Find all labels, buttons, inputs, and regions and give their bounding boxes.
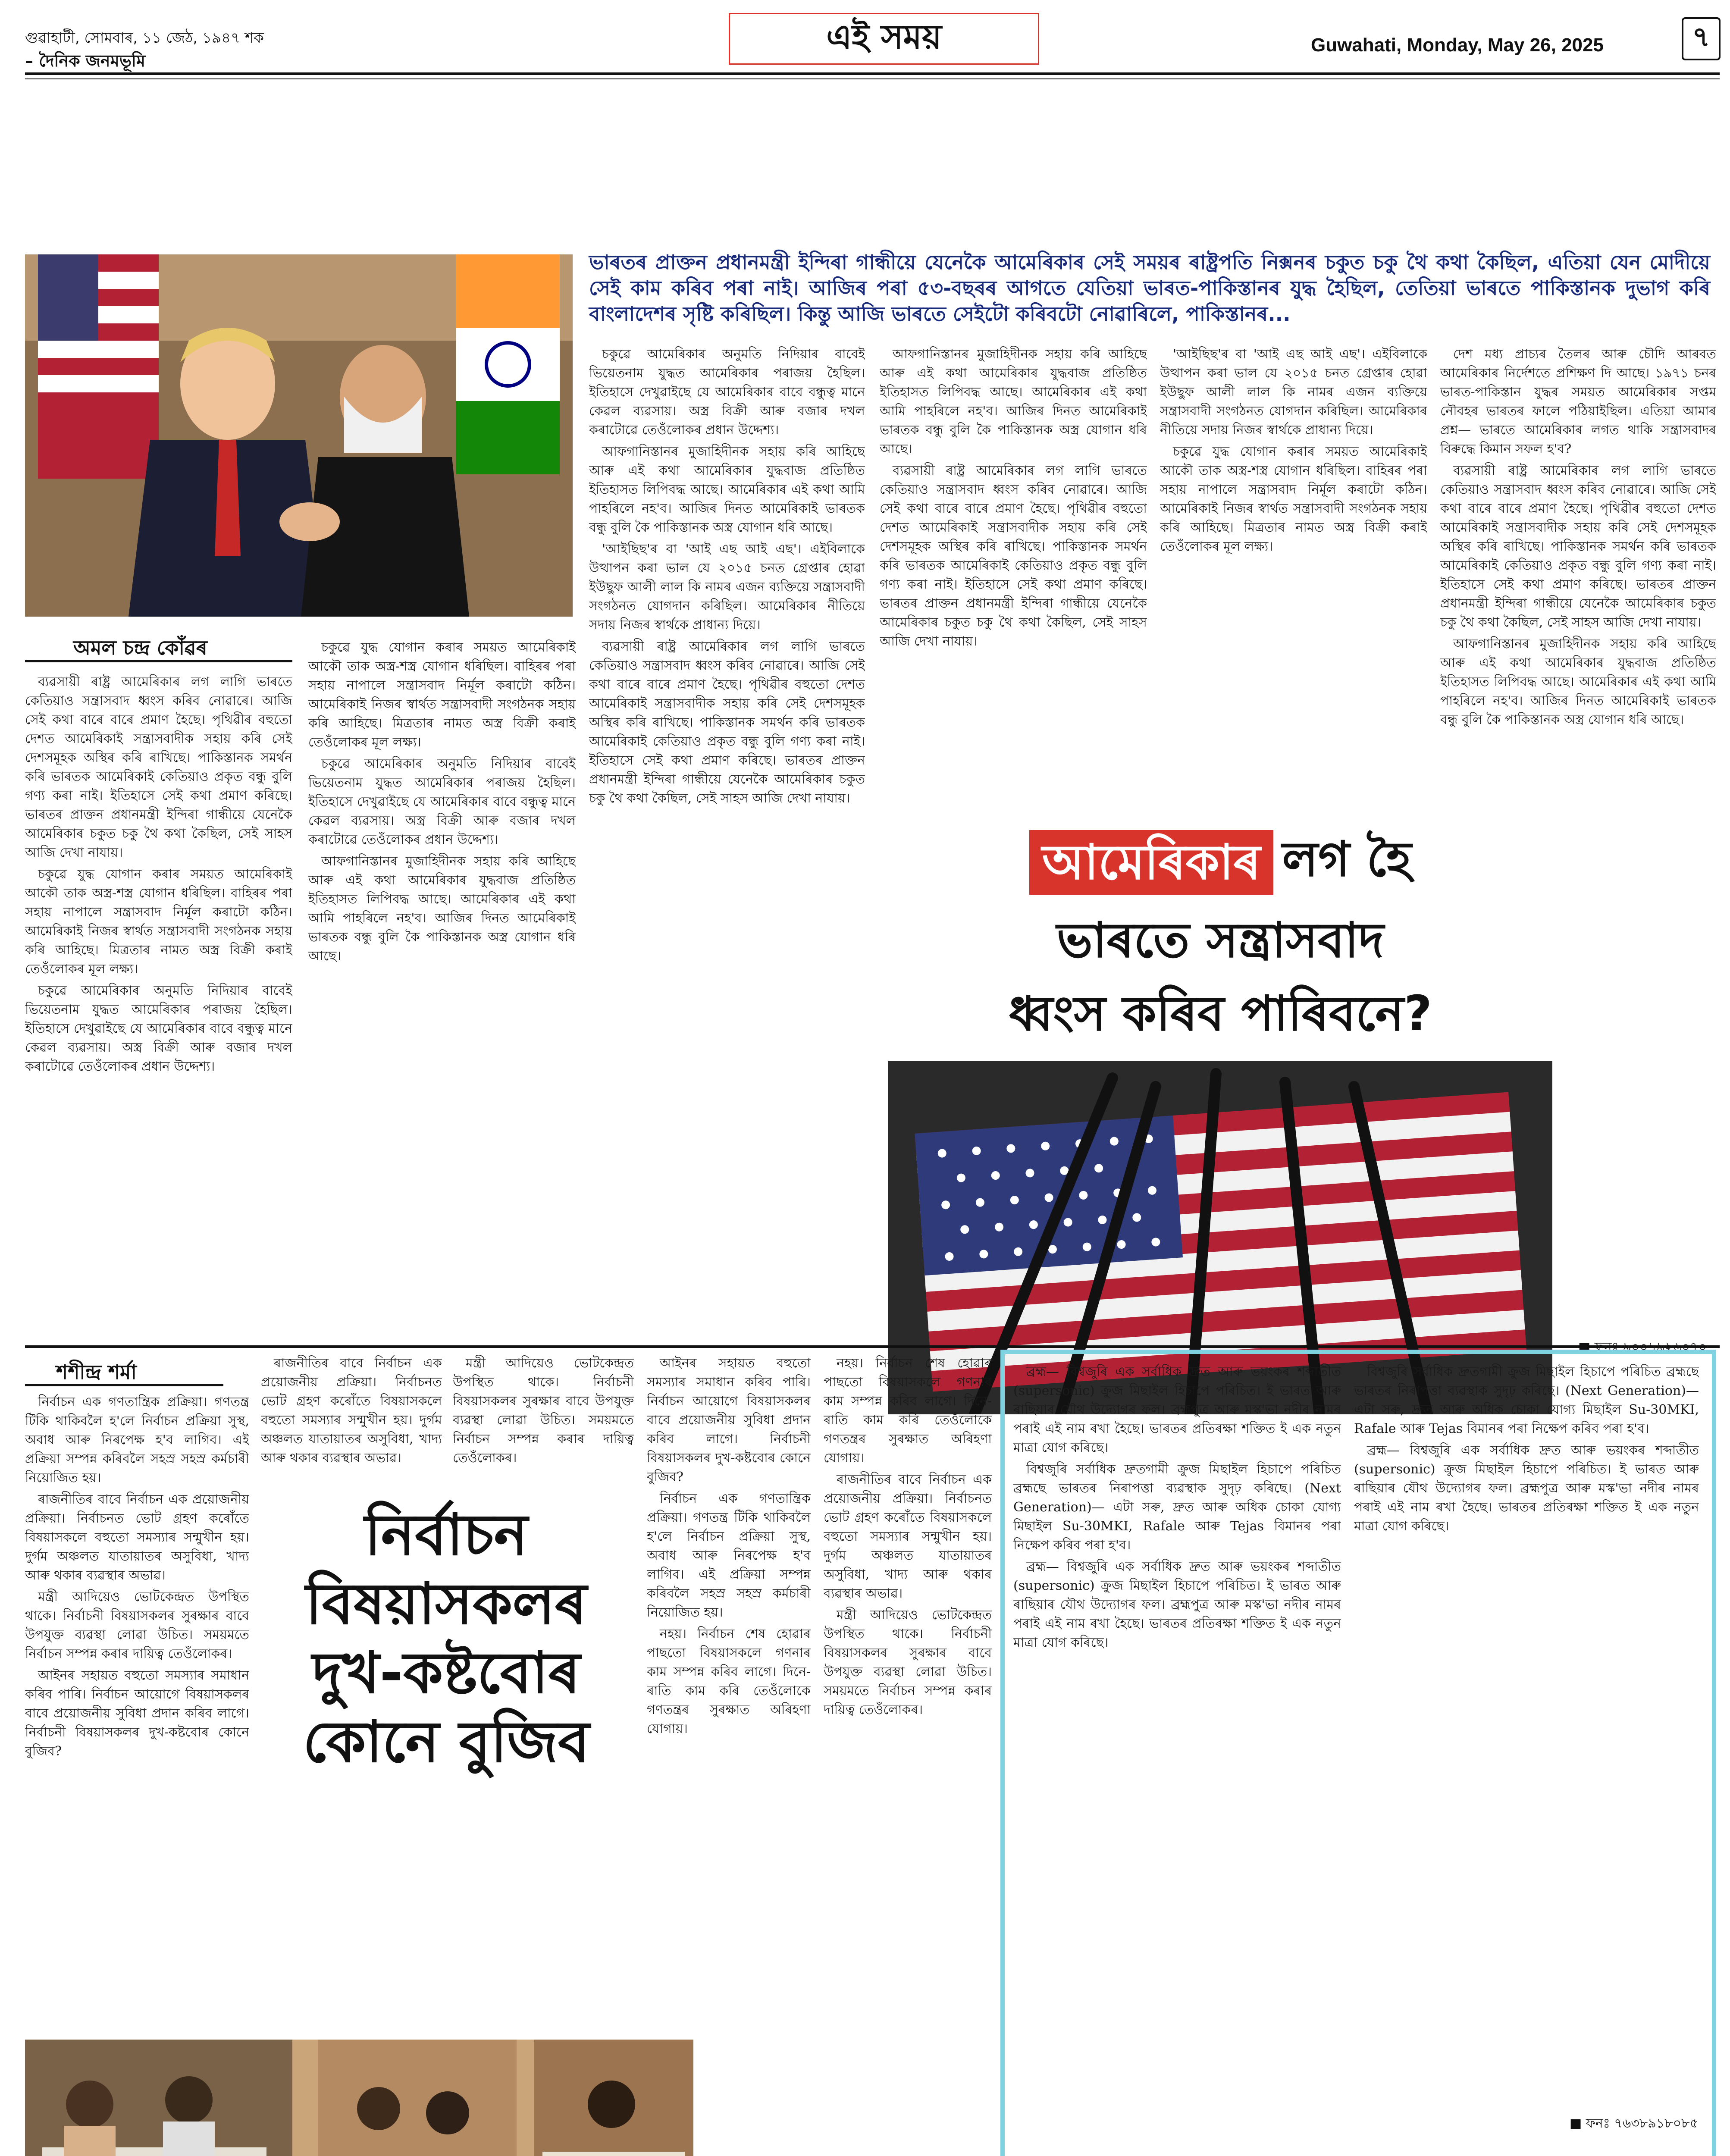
- election-officials-photo: [25, 2040, 693, 2156]
- headline-line-1: [888, 828, 1552, 897]
- article-column: [25, 1393, 249, 2031]
- article-paragraph: ৰাজনীতিৰ বাবে নিৰ্বাচন এক প্ৰয়োজনীয় প্ৰক্ৰিয়া। নিৰ্বাচনত ভোট গ্ৰহণ কৰোঁতে বিষয়াসকলে বহুতো সমস্যাৰ সন্মুখীন হয়। দুৰ্গম অঞ্চলত যাতায়াতৰ অসুবিধা, খাদ্য আৰু থকাৰ ব্যৱস্থাৰ অভাৱ।: [261, 1356, 442, 1466]
- section-divider: [25, 1345, 1720, 1348]
- article-column: [261, 1354, 442, 1492]
- article-paragraph: মন্ত্ৰী আদিয়েও ভোটকেন্দ্ৰত উপস্থিত থাকে। নিৰ্বাচনী বিষয়াসকলৰ সুৰক্ষাৰ বাবে উপযুক্ত ব্যৱস্থা লোৱা উচিত। সময়মতে নিৰ্বাচন সম্পন্ন কৰাৰ দায়িত্ব তেওঁলোকৰ।: [824, 1608, 992, 1717]
- election-officials-illustration: [25, 2040, 693, 2156]
- byline-rule: [25, 660, 292, 662]
- article-paragraph: বিশ্বজুৰি সৰ্বাধিক দ্ৰুতগামী ক্ৰুজ মিছাইল হিচাপে পৰিচিত ব্ৰহ্মছে ভাৰতৰ নিৰাপত্তা ব্যৱস্থাক সুদৃঢ় কৰিছে। (Next Generation)— এটা সৰু, দ্ৰুত আৰু অধিক চোকা যোগ্য মিছাইল Su-30MKI, Rafale আৰু Tejas বিমানৰ পৰা নিক্ষেপ কৰিব পৰা হ'ব।: [1013, 1462, 1341, 1553]
- title-line: বিষয়াসকলৰ: [305, 1571, 587, 1637]
- article-paragraph: ব্যৱসায়ী ৰাষ্ট্ৰ আমেৰিকাৰ লগ লাগি ভাৰতে কেতিয়াও সন্ত্ৰাসবাদ ধ্বংস কৰিব নোৱাৰে। আজি সেই কথা বাৰে বাৰে প্ৰমাণ হৈছে। পৃথিৱীৰ বহুতো দেশত আমেৰিকাই সন্ত্ৰাসবাদীক সহায় কৰি সেই দেশসমূহক অস্থিৰ কৰি ৰাখিছে। পাকিস্তানক সমৰ্থন কৰি ভাৰতক আমেৰিকাই কেতিয়াও প্ৰকৃত বন্ধু বুলি গণ্য কৰা নাই। ইতিহাসে সেই কথা প্ৰমাণ কৰিছে। ভাৰতৰ প্ৰাক্তন প্ৰধানমন্ত্ৰী ইন্দিৰা গান্ধীয়ে যেনেকৈ আমেৰিকাৰ চকুত চকু থৈ কথা কৈছিল, সেই সাহস আজি দেখা নাযায়।: [589, 639, 865, 806]
- header-date-right: Guwahati, Monday, May 26, 2025: [1311, 34, 1604, 56]
- author-byline: অমল চন্দ্ৰ কোঁৱৰ: [73, 636, 207, 659]
- headline-line-3: ধ্বংস কৰিব পাৰিবনে?: [1009, 986, 1432, 1042]
- article-paragraph: চকুৱে আমেৰিকাৰ অনুমতি নিদিয়াৰ বাবেই ভিয়েতনাম যুদ্ধত আমেৰিকাৰ পৰাজয় হৈছিল। ইতিহাসে দেখুৱাইছে যে আমেৰিকাৰ বাবে বন্ধুত্ব মানে কেৱল ব্যৱসায়। অস্ত্ৰ বিক্ৰী আৰু বজাৰ দখল কৰাটোৱে তেওঁলোকৰ প্ৰধান উদ্দেশ্য।: [25, 983, 292, 1074]
- article-paragraph: আফগানিস্তানৰ মুজাহিদীনক সহায় কৰি আহিছে আৰু এই কথা আমেৰিকাৰ যুদ্ধবাজ প্ৰতিষ্ঠিত ইতিহাসত লিপিবদ্ধ আছে। আমেৰিকাৰ এই কথা আমি পাহৰিলে নহ'ব। আজিৰ দিনত আমেৰিকাই ভাৰতক বন্ধু বুলি কৈ পাকিস্তানক অস্ত্ৰ যোগান ধৰি আছে।: [308, 854, 576, 964]
- article-column: [1160, 345, 1427, 819]
- article-paragraph: দেশ মধ্য প্ৰাচ্যৰ তৈলৰ আৰু চৌদি আৰবত আমেৰিকাৰ নিৰ্দেশতে প্ৰশিক্ষণ দি আছে। ১৯৭১ চনৰ ভাৰত-পাকিস্তান যুদ্ধৰ সময়ত আমেৰিকাৰ সপ্তম নৌবহৰ ভাৰতৰ ফালে পঠিয়াইছিল। এতিয়া আমাৰ প্ৰশ্ন— ভাৰতে আমেৰিকাৰ লগত থাকি সন্ত্ৰাসবাদৰ বিৰুদ্ধে কিমান সফল হ'ব?: [1440, 347, 1716, 457]
- article-paragraph: আফগানিস্তানৰ মুজাহিদীনক সহায় কৰি আহিছে আৰু এই কথা আমেৰিকাৰ যুদ্ধবাজ প্ৰতিষ্ঠিত ইতিহাসত লিপিবদ্ধ আছে। আমেৰিকাৰ এই কথা আমি পাহৰিলে নহ'ব। আজিৰ দিনত আমেৰিকাই ভাৰতক বন্ধু বুলি কৈ পাকিস্তানক অস্ত্ৰ যোগান ধৰি আছে।: [880, 347, 1147, 457]
- article-paragraph: ব্ৰহ্ম— বিশ্বজুৰি এক সৰ্বাধিক দ্ৰুত আৰু ভয়ংকৰ শব্দাতীত (supersonic) ক্ৰুজ মিছাইল হিচাপে পৰিচিত। ই ভাৰত আৰু ৰাছিয়াৰ যৌথ উদ্যোগৰ ফল। ব্ৰহ্মপুত্ৰ আৰু মস্ক'ভা নদীৰ নামৰ পৰাই এই নাম ৰখা হৈছে। ভাৰতৰ প্ৰতিৰক্ষা শক্তিত ই এক নতুন মাত্ৰা যোগ কৰিছে।: [1013, 1364, 1341, 1455]
- article-paragraph: মন্ত্ৰী আদিয়েও ভোটকেন্দ্ৰত উপস্থিত থাকে। নিৰ্বাচনী বিষয়াসকলৰ সুৰক্ষাৰ বাবে উপযুক্ত ব্যৱস্থা লোৱা উচিত। সময়মতে নিৰ্বাচন সম্পন্ন কৰাৰ দায়িত্ব তেওঁলোকৰ।: [453, 1356, 634, 1466]
- author-byline: শশীন্দ্ৰ শৰ্মা: [56, 1360, 137, 1384]
- trump-modi-photo: [25, 254, 573, 617]
- byline-rule: [25, 1384, 223, 1386]
- lead-intro: ভাৰতৰ প্ৰাক্তন প্ৰধানমন্ত্ৰী ইন্দিৰা গান্ধীয়ে যেনেকৈ আমেৰিকাৰ সেই সময়ৰ ৰাষ্ট্ৰপতি নিক্সনৰ চকুত চকু থৈ কথা কৈছিল, এতিয়া যেন মোদীয়ে সেই কাম কৰিব পৰা নাই। আজিৰ পৰা ৫৩-বছৰৰ আগতে যেতিয়া ভাৰত-পাকিস্তানৰ যুদ্ধ হৈছিল, তেতিয়া ভাৰতে পাকিস্তানক দুভাগ কৰি বাংলাদেশৰ সৃষ্টি কৰিছিল। কিন্তু আজি ভাৰতে সেইটো কৰিবটো নোৱাৰিলে, পাকিস্তানৰ...: [589, 251, 1710, 326]
- article-paragraph: নিৰ্বাচন এক গণতান্ত্ৰিক প্ৰক্ৰিয়া। গণতন্ত্ৰ টিকি থাকিবলৈ হ'লে নিৰ্বাচন প্ৰক্ৰিয়া সুস্থ, অবাধ আৰু নিৰপেক্ষ হ'ব লাগিব। এই প্ৰক্ৰিয়া সম্পন্ন কৰিবলৈ সহস্ৰ সহস্ৰ কৰ্মচাৰী নিয়োজিত হয়।: [647, 1491, 811, 1620]
- article-paragraph: আইনৰ সহায়ত বহুতো সমস্যাৰ সমাধান কৰিব পাৰি। নিৰ্বাচন আয়োগে বিষয়াসকলৰ বাবে প্ৰয়োজনীয় সুবিধা প্ৰদান কৰিব লাগে। নিৰ্বাচনী বিষয়াসকলৰ দুখ-কষ্টবোৰ কোনে বুজিব?: [647, 1356, 811, 1485]
- page-number: ৭: [1682, 17, 1721, 60]
- article-paragraph: ব্যৱসায়ী ৰাষ্ট্ৰ আমেৰিকাৰ লগ লাগি ভাৰতে কেতিয়াও সন্ত্ৰাসবাদ ধ্বংস কৰিব নোৱাৰে। আজি সেই কথা বাৰে বাৰে প্ৰমাণ হৈছে। পৃথিৱীৰ বহুতো দেশত আমেৰিকাই সন্ত্ৰাসবাদীক সহায় কৰি সেই দেশসমূহক অস্থিৰ কৰি ৰাখিছে। পাকিস্তানক সমৰ্থন কৰি ভাৰতক আমেৰিকাই কেতিয়াও প্ৰকৃত বন্ধু বুলি গণ্য কৰা নাই। ইতিহাসে সেই কথা প্ৰমাণ কৰিছে। ভাৰতৰ প্ৰাক্তন প্ৰধানমন্ত্ৰী ইন্দিৰা গান্ধীয়ে যেনেকৈ আমেৰিকাৰ চকুত চকু থৈ কথা কৈছিল, সেই সাহস আজি দেখা নাযায়।: [1440, 463, 1716, 630]
- article-column: [589, 345, 865, 1337]
- article-paragraph: নহয়। নিৰ্বাচন শেষ হোৱাৰ পাছতো বিষয়াসকলে গণনাৰ কাম সম্পন্ন কৰিব লাগে। দিনে-ৰাতি কাম কৰি তেওঁলোকে গণতন্ত্ৰৰ সুৰক্ষাত অৰিহণা যোগায়।: [647, 1626, 811, 1736]
- header-date-left: গুৱাহাটী, সোমবাৰ, ১১ জেঠ, ১৯৪৭ শক: [25, 29, 264, 47]
- article-paragraph: চকুৱে যুদ্ধ যোগান কৰাৰ সময়ত আমেৰিকাই আকৌ তাক অস্ত্ৰ-শস্ত্ৰ যোগান ধৰিছিল। বাহিৰৰ পৰা সহায় নাপালে সন্ত্ৰাসবাদ নিৰ্মূল কৰাটো কঠিন। আমেৰিকাই নিজৰ স্বাৰ্থত সন্ত্ৰাসবাদী সংগঠনক সহায় কৰি আহিছে। মিত্ৰতাৰ নামত অস্ত্ৰ বিক্ৰী কৰাই তেওঁলোকৰ মূল লক্ষ্য।: [1160, 444, 1427, 554]
- election-title: [261, 1501, 632, 1777]
- article-paragraph: আইনৰ সহায়ত বহুতো সমস্যাৰ সমাধান কৰিব পাৰি। নিৰ্বাচন আয়োগে বিষয়াসকলৰ বাবে প্ৰয়োজনীয় সুবিধা প্ৰদান কৰিব লাগে। নিৰ্বাচনী বিষয়াসকলৰ দুখ-কষ্টবোৰ কোনে বুজিব?: [25, 1668, 249, 1759]
- article-column: [453, 1354, 634, 1492]
- article-column: [824, 1354, 992, 2156]
- article-paragraph: চকুৱে যুদ্ধ যোগান কৰাৰ সময়ত আমেৰিকাই আকৌ তাক অস্ত্ৰ-শস্ত্ৰ যোগান ধৰিছিল। বাহিৰৰ পৰা সহায় নাপালে সন্ত্ৰাসবাদ নিৰ্মূল কৰাটো কঠিন। আমেৰিকাই নিজৰ স্বাৰ্থত সন্ত্ৰাসবাদী সংগঠনক সহায় কৰি আহিছে। মিত্ৰতাৰ নামত অস্ত্ৰ বিক্ৰী কৰাই তেওঁলোকৰ মূল লক্ষ্য।: [308, 640, 576, 750]
- article-column: [880, 345, 1147, 819]
- article-paragraph: ব্যৱসায়ী ৰাষ্ট্ৰ আমেৰিকাৰ লগ লাগি ভাৰতে কেতিয়াও সন্ত্ৰাসবাদ ধ্বংস কৰিব নোৱাৰে। আজি সেই কথা বাৰে বাৰে প্ৰমাণ হৈছে। পৃথিৱীৰ বহুতো দেশত আমেৰিকাই সন্ত্ৰাসবাদীক সহায় কৰি সেই দেশসমূহক অস্থিৰ কৰি ৰাখিছে। পাকিস্তানক সমৰ্থন কৰি ভাৰতক আমেৰিকাই কেতিয়াও প্ৰকৃত বন্ধু বুলি গণ্য কৰা নাই। ইতিহাসে সেই কথা প্ৰমাণ কৰিছে। ভাৰতৰ প্ৰাক্তন প্ৰধানমন্ত্ৰী ইন্দিৰা গান্ধীয়ে যেনেকৈ আমেৰিকাৰ চকুত চকু থৈ কথা কৈছিল, সেই সাহস আজি দেখা নাযায়।: [880, 463, 1147, 649]
- article-paragraph: চকুৱে আমেৰিকাৰ অনুমতি নিদিয়াৰ বাবেই ভিয়েতনাম যুদ্ধত আমেৰিকাৰ পৰাজয় হৈছিল। ইতিহাসে দেখুৱাইছে যে আমেৰিকাৰ বাবে বন্ধুত্ব মানে কেৱল ব্যৱসায়। অস্ত্ৰ বিক্ৰী আৰু বজাৰ দখল কৰাটোৱে তেওঁলোকৰ প্ৰধান উদ্দেশ্য।: [589, 347, 865, 438]
- article-paragraph: ৰাজনীতিৰ বাবে নিৰ্বাচন এক প্ৰয়োজনীয় প্ৰক্ৰিয়া। নিৰ্বাচনত ভোট গ্ৰহণ কৰোঁতে বিষয়াসকলে বহুতো সমস্যাৰ সন্মুখীন হয়। দুৰ্গম অঞ্চলত যাতায়াতৰ অসুবিধা, খাদ্য আৰু থকাৰ ব্যৱস্থাৰ অভাৱ।: [25, 1492, 249, 1583]
- headline-line-2: ভাৰতে সন্ত্ৰাসবাদ: [1056, 912, 1384, 968]
- article-paragraph: নিৰ্বাচন এক গণতান্ত্ৰিক প্ৰক্ৰিয়া। গণতন্ত্ৰ টিকি থাকিবলৈ হ'লে নিৰ্বাচন প্ৰক্ৰিয়া সুস্থ, অবাধ আৰু নিৰপেক্ষ হ'ব লাগিব। এই প্ৰক্ৰিয়া সম্পন্ন কৰিবলৈ সহস্ৰ সহস্ৰ কৰ্মচাৰী নিয়োজিত হয়।: [25, 1395, 249, 1485]
- article-paragraph: আফগানিস্তানৰ মুজাহিদীনক সহায় কৰি আহিছে আৰু এই কথা আমেৰিকাৰ যুদ্ধবাজ প্ৰতিষ্ঠিত ইতিহাসত লিপিবদ্ধ আছে। আমেৰিকাৰ এই কথা আমি পাহৰিলে নহ'ব। আজিৰ দিনত আমেৰিকাই ভাৰতক বন্ধু বুলি কৈ পাকিস্তানক অস্ত্ৰ যোগান ধৰি আছে।: [1440, 636, 1716, 727]
- trump-modi-illustration: [25, 254, 573, 617]
- article-paragraph: আফগানিস্তানৰ মুজাহিদীনক সহায় কৰি আহিছে আৰু এই কথা আমেৰিকাৰ যুদ্ধবাজ প্ৰতিষ্ঠিত ইতিহাসত লিপিবদ্ধ আছে। আমেৰিকাৰ এই কথা আমি পাহৰিলে নহ'ব। আজিৰ দিনত আমেৰিকাই ভাৰতক বন্ধু বুলি কৈ পাকিস্তানক অস্ত্ৰ যোগান ধৰি আছে।: [589, 444, 865, 535]
- article-paragraph: 'আইছিছ'ৰ বা 'আই এছ আই এছ'। এইবিলাকে উত্থাপন কৰা ভাল যে ২০১৫ চনত গ্ৰেপ্তাৰ হোৱা ইউছুফ আলী লাল কি নামৰ এজন ব্যক্তিয়ে সন্ত্ৰাসবাদী সংগঠনত যোগদান কৰিছিল। আমেৰিকাৰ নীতিয়ে সদায় নিজৰ স্বাৰ্থকে প্ৰাধান্য দিয়ে।: [589, 542, 865, 633]
- section-title: এই সময়: [729, 13, 1039, 65]
- article-paragraph: ব্ৰহ্ম— বিশ্বজুৰি এক সৰ্বাধিক দ্ৰুত আৰু ভয়ংকৰ শব্দাতীত (supersonic) ক্ৰুজ মিছাইল হিচাপে পৰিচিত। ই ভাৰত আৰু ৰাছিয়াৰ যৌথ উদ্যোগৰ ফল। ব্ৰহ্মপুত্ৰ আৰু মস্ক'ভা নদীৰ নামৰ পৰাই এই নাম ৰখা হৈছে। ভাৰতৰ প্ৰতিৰক্ষা শক্তিত ই এক নতুন মাত্ৰা যোগ কৰিছে।: [1013, 1559, 1341, 1650]
- article-paragraph: চকুৱে আমেৰিকাৰ অনুমতি নিদিয়াৰ বাবেই ভিয়েতনাম যুদ্ধত আমেৰিকাৰ পৰাজয় হৈছিল। ইতিহাসে দেখুৱাইছে যে আমেৰিকাৰ বাবে বন্ধুত্ব মানে কেৱল ব্যৱসায়। অস্ত্ৰ বিক্ৰী আৰু বজাৰ দখল কৰাটোৱে তেওঁলোকৰ প্ৰধান উদ্দেশ্য।: [308, 756, 576, 847]
- title-line: কোনে বুজিব: [303, 1709, 590, 1775]
- article-column: [25, 673, 292, 1337]
- headline-text: লগ হৈ: [1282, 831, 1412, 887]
- header-rule-thin: [25, 78, 1720, 79]
- article-paragraph: নহয়। নিৰ্বাচন শেষ হোৱাৰ পাছতো বিষয়াসকলে গণনাৰ কাম সম্পন্ন কৰিব লাগে। দিনে-ৰাতি কাম কৰি তেওঁলোকে গণতন্ত্ৰৰ সুৰক্ষাত অৰিহণা যোগায়।: [824, 1356, 992, 1466]
- article-paragraph: ব্যৱসায়ী ৰাষ্ট্ৰ আমেৰিকাৰ লগ লাগি ভাৰতে কেতিয়াও সন্ত্ৰাসবাদ ধ্বংস কৰিব নোৱাৰে। আজি সেই কথা বাৰে বাৰে প্ৰমাণ হৈছে। পৃথিৱীৰ বহুতো দেশত আমেৰিকাই সন্ত্ৰাসবাদীক সহায় কৰি সেই দেশসমূহক অস্থিৰ কৰি ৰাখিছে। পাকিস্তানক সমৰ্থন কৰি ভাৰতক আমেৰিকাই কেতিয়াও প্ৰকৃত বন্ধু বুলি গণ্য কৰা নাই। ইতিহাসে সেই কথা প্ৰমাণ কৰিছে। ভাৰতৰ প্ৰাক্তন প্ৰধানমন্ত্ৰী ইন্দিৰা গান্ধীয়ে যেনেকৈ আমেৰিকাৰ চকুত চকু থৈ কথা কৈছিল, সেই সাহস আজি দেখা নাযায়।: [25, 674, 292, 860]
- header-rule: [25, 72, 1720, 75]
- article-column: [1354, 1363, 1699, 2053]
- america-headline: [888, 828, 1552, 1052]
- article-paragraph: বিশ্বজুৰি সৰ্বাধিক দ্ৰুতগামী ক্ৰুজ মিছাইল হিচাপে পৰিচিত ব্ৰহ্মছে ভাৰতৰ নিৰাপত্তা ব্যৱস্থাক সুদৃঢ় কৰিছে। (Next Generation)— এটা সৰু, দ্ৰুত আৰু অধিক চোকা যোগ্য মিছাইল Su-30MKI, Rafale আৰু Tejas বিমানৰ পৰা নিক্ষেপ কৰিব পৰা হ'ব।: [1354, 1364, 1699, 1436]
- article-paragraph: ব্ৰহ্ম— বিশ্বজুৰি এক সৰ্বাধিক দ্ৰুত আৰু ভয়ংকৰ শব্দাতীত (supersonic) ক্ৰুজ মিছাইল হিচাপে পৰিচিত। ই ভাৰত আৰু ৰাছিয়াৰ যৌথ উদ্যোগৰ ফল। ব্ৰহ্মপুত্ৰ আৰু মস্ক'ভা নদীৰ নামৰ পৰাই এই নাম ৰখা হৈছে। ভাৰতৰ প্ৰতিৰক্ষা শক্তিত ই এক নতুন মাত্ৰা যোগ কৰিছে।: [1354, 1443, 1699, 1534]
- article-column: [308, 638, 576, 1337]
- title-line: দুখ-কষ্টবোৰ: [312, 1640, 580, 1706]
- article-paragraph: চকুৱে যুদ্ধ যোগান কৰাৰ সময়ত আমেৰিকাই আকৌ তাক অস্ত্ৰ-শস্ত্ৰ যোগান ধৰিছিল। বাহিৰৰ পৰা সহায় নাপালে সন্ত্ৰাসবাদ নিৰ্মূল কৰাটো কঠিন। আমেৰিকাই নিজৰ স্বাৰ্থত সন্ত্ৰাসবাদী সংগঠনক সহায় কৰি আহিছে। মিত্ৰতাৰ নামত অস্ত্ৰ বিক্ৰী কৰাই তেওঁলোকৰ মূল লক্ষ্য।: [25, 867, 292, 977]
- author-fax: ■ ফনঃ ৭৬৩৮৯১৮০৮৫: [1570, 2116, 1699, 2131]
- article-column: [1013, 1363, 1341, 2147]
- article-column: [647, 1354, 811, 2035]
- article-paragraph: ৰাজনীতিৰ বাবে নিৰ্বাচন এক প্ৰয়োজনীয় প্ৰক্ৰিয়া। নিৰ্বাচনত ভোট গ্ৰহণ কৰোঁতে বিষয়াসকলে বহুতো সমস্যাৰ সন্মুখীন হয়। দুৰ্গম অঞ্চলত যাতায়াতৰ অসুবিধা, খাদ্য আৰু থকাৰ ব্যৱস্থাৰ অভাৱ।: [824, 1472, 992, 1601]
- header-paper-name: – দৈনিক জনমভূমি: [25, 51, 145, 70]
- headline-highlight: আমেৰিকাৰ: [1029, 830, 1274, 895]
- article-paragraph: 'আইছিছ'ৰ বা 'আই এছ আই এছ'। এইবিলাকে উত্থাপন কৰা ভাল যে ২০১৫ চনত গ্ৰেপ্তাৰ হোৱা ইউছুফ আলী লাল কি নামৰ এজন ব্যক্তিয়ে সন্ত্ৰাসবাদী সংগঠনত যোগদান কৰিছিল। আমেৰিকাৰ নীতিয়ে সদায় নিজৰ স্বাৰ্থকে প্ৰাধান্য দিয়ে।: [1160, 347, 1427, 438]
- title-line: নিৰ্বাচন: [364, 1502, 528, 1568]
- article-paragraph: মন্ত্ৰী আদিয়েও ভোটকেন্দ্ৰত উপস্থিত থাকে। নিৰ্বাচনী বিষয়াসকলৰ সুৰক্ষাৰ বাবে উপযুক্ত ব্যৱস্থা লোৱা উচিত। সময়মতে নিৰ্বাচন সম্পন্ন কৰাৰ দায়িত্ব তেওঁলোকৰ।: [25, 1589, 249, 1661]
